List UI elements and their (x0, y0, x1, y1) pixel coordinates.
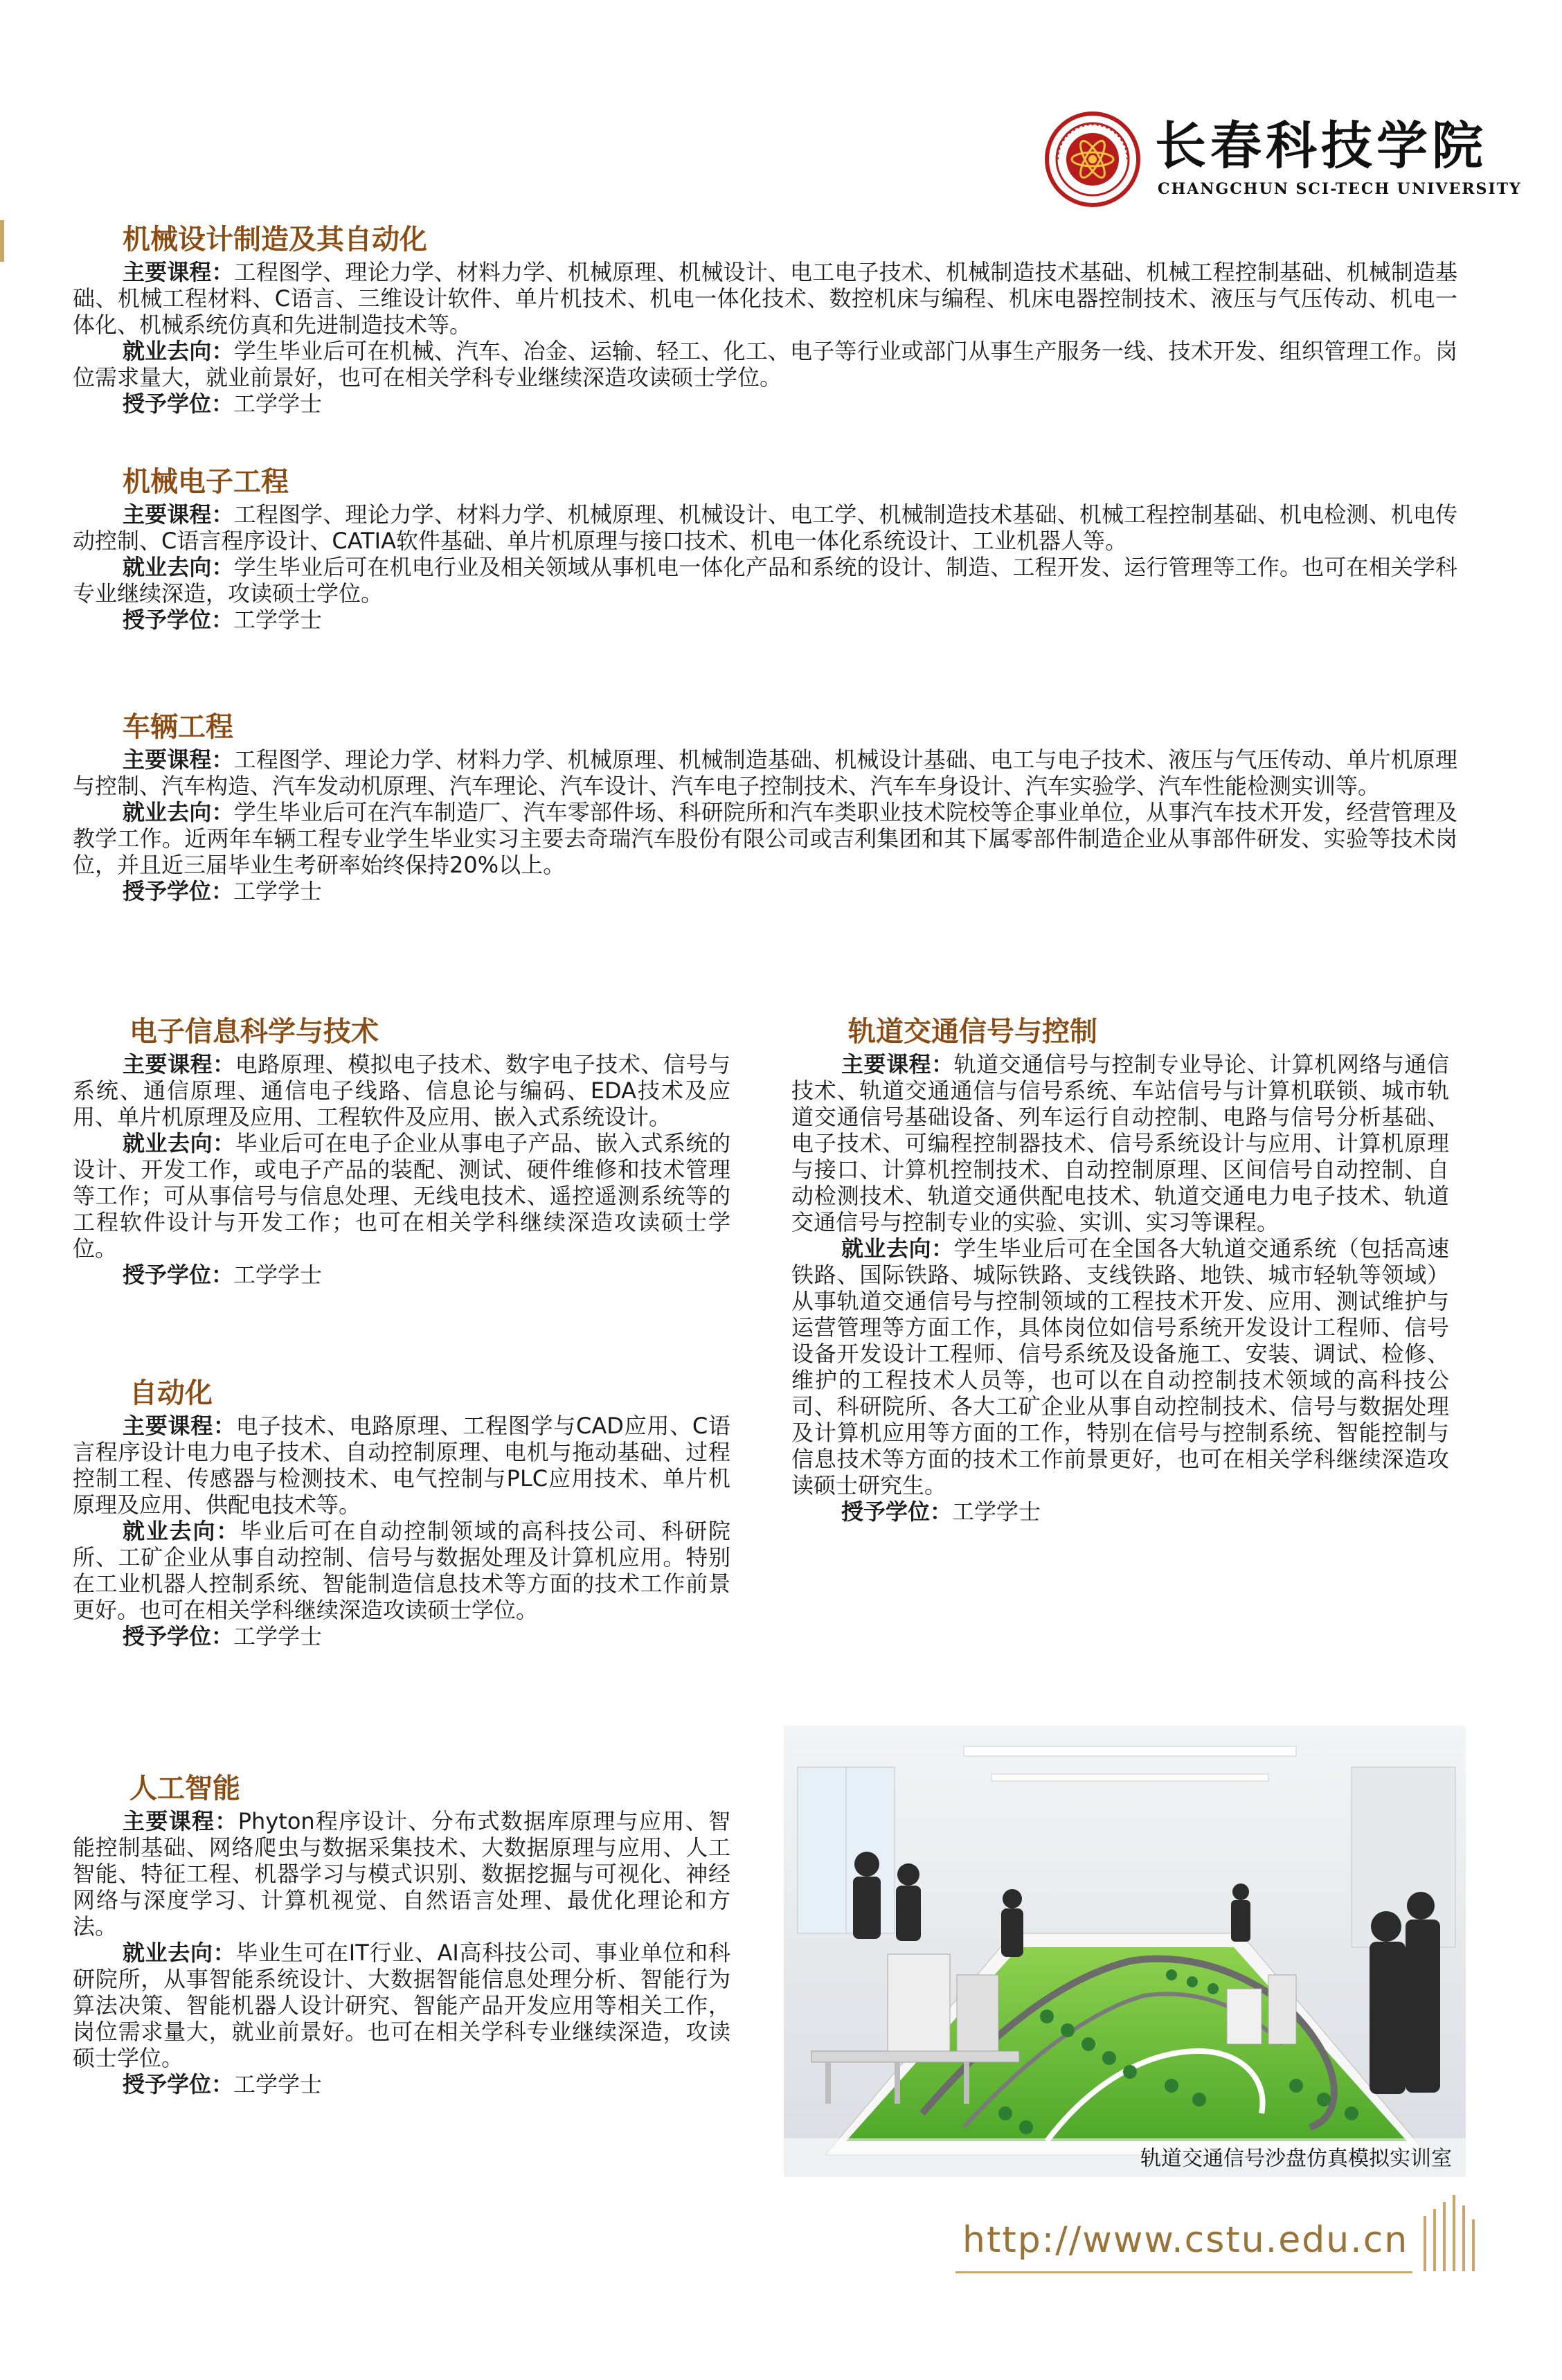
university-logo (1044, 111, 1522, 208)
courses-text: 工程图学、理论力学、材料力学、机械原理、机械制造基础、机械设计基础、电工与电子技术、液压与气压传动、单片机原理与控制、汽车构造、汽车发动机原理、汽车理论、汽车设计、汽车电子控制技术、汽车车身设计、汽车实验学、汽车性能检测实训等。 (73, 746, 1457, 799)
degree-text: 工学学士 (233, 391, 323, 417)
sandbox-lab-illustration (784, 1726, 1466, 2177)
major-title: 自动化 (129, 1377, 213, 1409)
courses-label: 主要课程： (123, 259, 234, 285)
major-degree (73, 1262, 730, 1288)
career-label: 就业去向： (123, 799, 234, 825)
courses-text: 电子技术、电路原理、工程图学与CAD应用、C语言程序设计电力电子技术、自动控制原理、电机与拖动基础、过程控制工程、传感器与检测技术、电气控制与PLC应用技术、单片机原理及应用、供配电技术等。 (73, 1413, 730, 1518)
degree-label: 授予学位： (123, 878, 234, 904)
career-label: 就业去向： (123, 1130, 235, 1156)
degree-label: 授予学位： (841, 1498, 953, 1525)
major-career (791, 1235, 1449, 1498)
major-title: 机械电子工程 (123, 466, 289, 498)
major-career (73, 799, 1457, 878)
major-title: 轨道交通信号与控制 (848, 1016, 1097, 1048)
major-career (73, 1130, 730, 1262)
major-section (791, 1012, 1449, 1525)
major-title: 人工智能 (129, 1773, 240, 1805)
major-career (73, 1940, 730, 2071)
degree-label: 授予学位： (123, 2071, 234, 2097)
career-text: 学生毕业后可在机电行业及相关领域从事机电一体化产品和系统的设计、制造、工程开发、运行管理等工作。也可在相关学科专业继续深造，攻读硕士学位。 (73, 554, 1457, 607)
footer-underline (955, 2271, 1412, 2273)
major-courses (73, 259, 1457, 338)
career-label: 就业去向： (123, 338, 234, 364)
career-text: 毕业后可在电子企业从事电子产品、嵌入式系统的设计、开发工作，或电子产品的装配、测试、硬件维修和技术管理等工作；可从事信号与信息处理、无线电技术、遥控遥测系统等的工程软件设计与开发工作；也可在相关学科继续深造攻读硕士学位。 (73, 1130, 730, 1262)
major-degree (73, 2071, 730, 2097)
degree-text: 工学学士 (233, 2071, 323, 2097)
major-section (73, 220, 1457, 417)
career-text: 学生毕业后可在汽车制造厂、汽车零部件场、科研院所和汽车类职业技术院校等企事业单位，从事汽车技术开发，经营管理及教学工作。近两年车辆工程专业学生毕业实习主要去奇瑞汽车股份有限公司或吉利集团和其下属零部件制造企业从事部件研发、实验等技术岗位，并且近三届毕业生考研率始终保持20%以上。 (73, 799, 1457, 878)
degree-label: 授予学位： (123, 391, 234, 417)
major-degree (791, 1498, 1449, 1525)
major-degree (73, 1623, 730, 1649)
major-section (73, 708, 1457, 904)
major-courses (73, 1413, 730, 1518)
major-courses (73, 1808, 730, 1940)
major-courses (73, 501, 1457, 554)
major-courses (73, 746, 1457, 799)
university-seal-icon (1044, 111, 1141, 208)
courses-text: 工程图学、理论力学、材料力学、机械原理、机械设计、电工电子技术、机械制造技术基础、机械工程控制基础、机械制造基础、机械工程材料、C语言、三维设计软件、单片机技术、机电一体化技术、数控机床与编程、机床电器控制技术、液压与气压传动、机电一体化、机械系统仿真和先进制造技术等。 (73, 259, 1457, 338)
major-section (73, 1012, 730, 1288)
major-degree (73, 607, 1457, 633)
major-degree (73, 391, 1457, 417)
degree-text: 工学学士 (233, 878, 323, 904)
major-title: 车辆工程 (123, 711, 233, 743)
courses-label: 主要课程： (841, 1051, 954, 1077)
left-margin-mark (0, 220, 4, 262)
courses-label: 主要课程： (123, 1413, 236, 1439)
degree-label: 授予学位： (123, 607, 234, 633)
degree-label: 授予学位： (123, 1623, 234, 1649)
courses-label: 主要课程： (123, 1051, 235, 1077)
courses-text: 电路原理、模拟电子技术、数字电子技术、信号与系统、通信原理、通信电子线路、信息论与编码、EDA技术及应用、单片机原理及应用、工程软件及应用、嵌入式系统设计。 (73, 1051, 730, 1130)
courses-text: 轨道交通信号与控制专业导论、计算机网络与通信技术、轨道交通通信与信号系统、车站信号与计算机联锁、城市轨道交通信号基础设备、列车运行自动控制、电路与信号分析基础、电子技术、可编程控制器技术、信号系统设计与应用、计算机原理与接口、计算机控制技术、自动控制原理、区间信号自动控制、自动检测技术、轨道交通供配电技术、轨道交通电力电子技术、轨道交通信号与控制专业的实验、实训、实习等课程。 (791, 1051, 1449, 1235)
major-title: 电子信息科学与技术 (129, 1016, 379, 1048)
career-text: 学生毕业后可在机械、汽车、冶金、运输、轻工、化工、电子等行业或部门从事生产服务一线、技术开发、组织管理工作。岗位需求量大，就业前景好，也可在相关学科专业继续深造攻读硕士学位。 (73, 338, 1457, 391)
website-url[interactable]: http://www.cstu.edu.cn (962, 2219, 1409, 2261)
major-career (73, 554, 1457, 607)
photo-caption: 轨道交通信号沙盘仿真模拟实训室 (1140, 2147, 1452, 2171)
major-career (73, 338, 1457, 391)
degree-text: 工学学士 (233, 607, 323, 633)
lab-photo (784, 1726, 1466, 2177)
major-section (73, 1374, 730, 1649)
career-label: 就业去向： (123, 554, 234, 580)
career-label: 就业去向： (123, 1518, 240, 1544)
major-courses (791, 1051, 1449, 1235)
courses-label: 主要课程： (123, 501, 234, 528)
major-section (73, 1769, 730, 2097)
building-columns-icon (1418, 2188, 1480, 2278)
degree-text: 工学学士 (233, 1262, 323, 1288)
career-label: 就业去向： (841, 1235, 954, 1262)
career-text: 毕业后可在自动控制领域的高科技公司、科研院所、工矿企业从事自动控制、信号与数据处理及计算机应用。特别在工业机器人控制系统、智能制造信息技术等方面的技术工作前景更好。也可在相关学科继续深造攻读硕士学位。 (73, 1518, 730, 1623)
courses-text: 工程图学、理论力学、材料力学、机械原理、机械设计、电工学、机械制造技术基础、机械工程控制基础、机电检测、机电传动控制、C语言程序设计、CATIA软件基础、单片机原理与接口技术、机电一体化系统设计、工业机器人等。 (73, 501, 1457, 554)
degree-label: 授予学位： (123, 1262, 234, 1288)
university-name-en: CHANGCHUN SCI-TECH UNIVERSITY (1158, 180, 1522, 198)
degree-text: 工学学士 (233, 1623, 323, 1649)
career-text: 毕业生可在IT行业、AI高科技公司、事业单位和科研院所，从事智能系统设计、大数据智能信息处理分析、智能行为算法决策、智能机器人设计研究、智能产品开发应用等相关工作，岗位需求量大，就业前景好。也可在相关学科专业继续深造，攻读硕士学位。 (73, 1940, 730, 2071)
courses-text: Phyton程序设计、分布式数据库原理与应用、智能控制基础、网络爬虫与数据采集技术、大数据原理与应用、人工智能、特征工程、机器学习与模式识别、数据挖掘与可视化、神经网络与深度学习、计算机视觉、自然语言处理、最优化理论和方法。 (73, 1808, 730, 1940)
major-courses (73, 1051, 730, 1130)
degree-text: 工学学士 (952, 1498, 1041, 1525)
courses-label: 主要课程： (123, 746, 234, 773)
major-degree (73, 878, 1457, 904)
career-text: 学生毕业后可在全国各大轨道交通系统（包括高速铁路、国际铁路、城际铁路、支线铁路、地铁、城市轻轨等领域）从事轨道交通信号与控制领域的工程技术开发、应用、测试维护与运营管理等方面工作，具体岗位如信号系统开发设计工程师、信号设备开发设计工程师、信号系统及设备施工、安装、调试、检修、维护的工程技术人员等，也可以在自动控制技术领域的高科技公司、科研院所、各大工矿企业从事自动控制技术、信号与数据处理及计算机应用等方面的工作，特别在信号与控制系统、智能控制与信息技术等方面的技术工作前景更好，也可在相关学科继续深造攻读硕士研究生。 (791, 1235, 1449, 1498)
courses-label: 主要课程： (123, 1808, 238, 1834)
major-title: 机械设计制造及其自动化 (123, 224, 427, 256)
major-career (73, 1518, 730, 1623)
career-label: 就业去向： (123, 1940, 236, 1966)
major-section (73, 463, 1457, 633)
university-name-cn: 长春科技学院 (1155, 116, 1487, 176)
